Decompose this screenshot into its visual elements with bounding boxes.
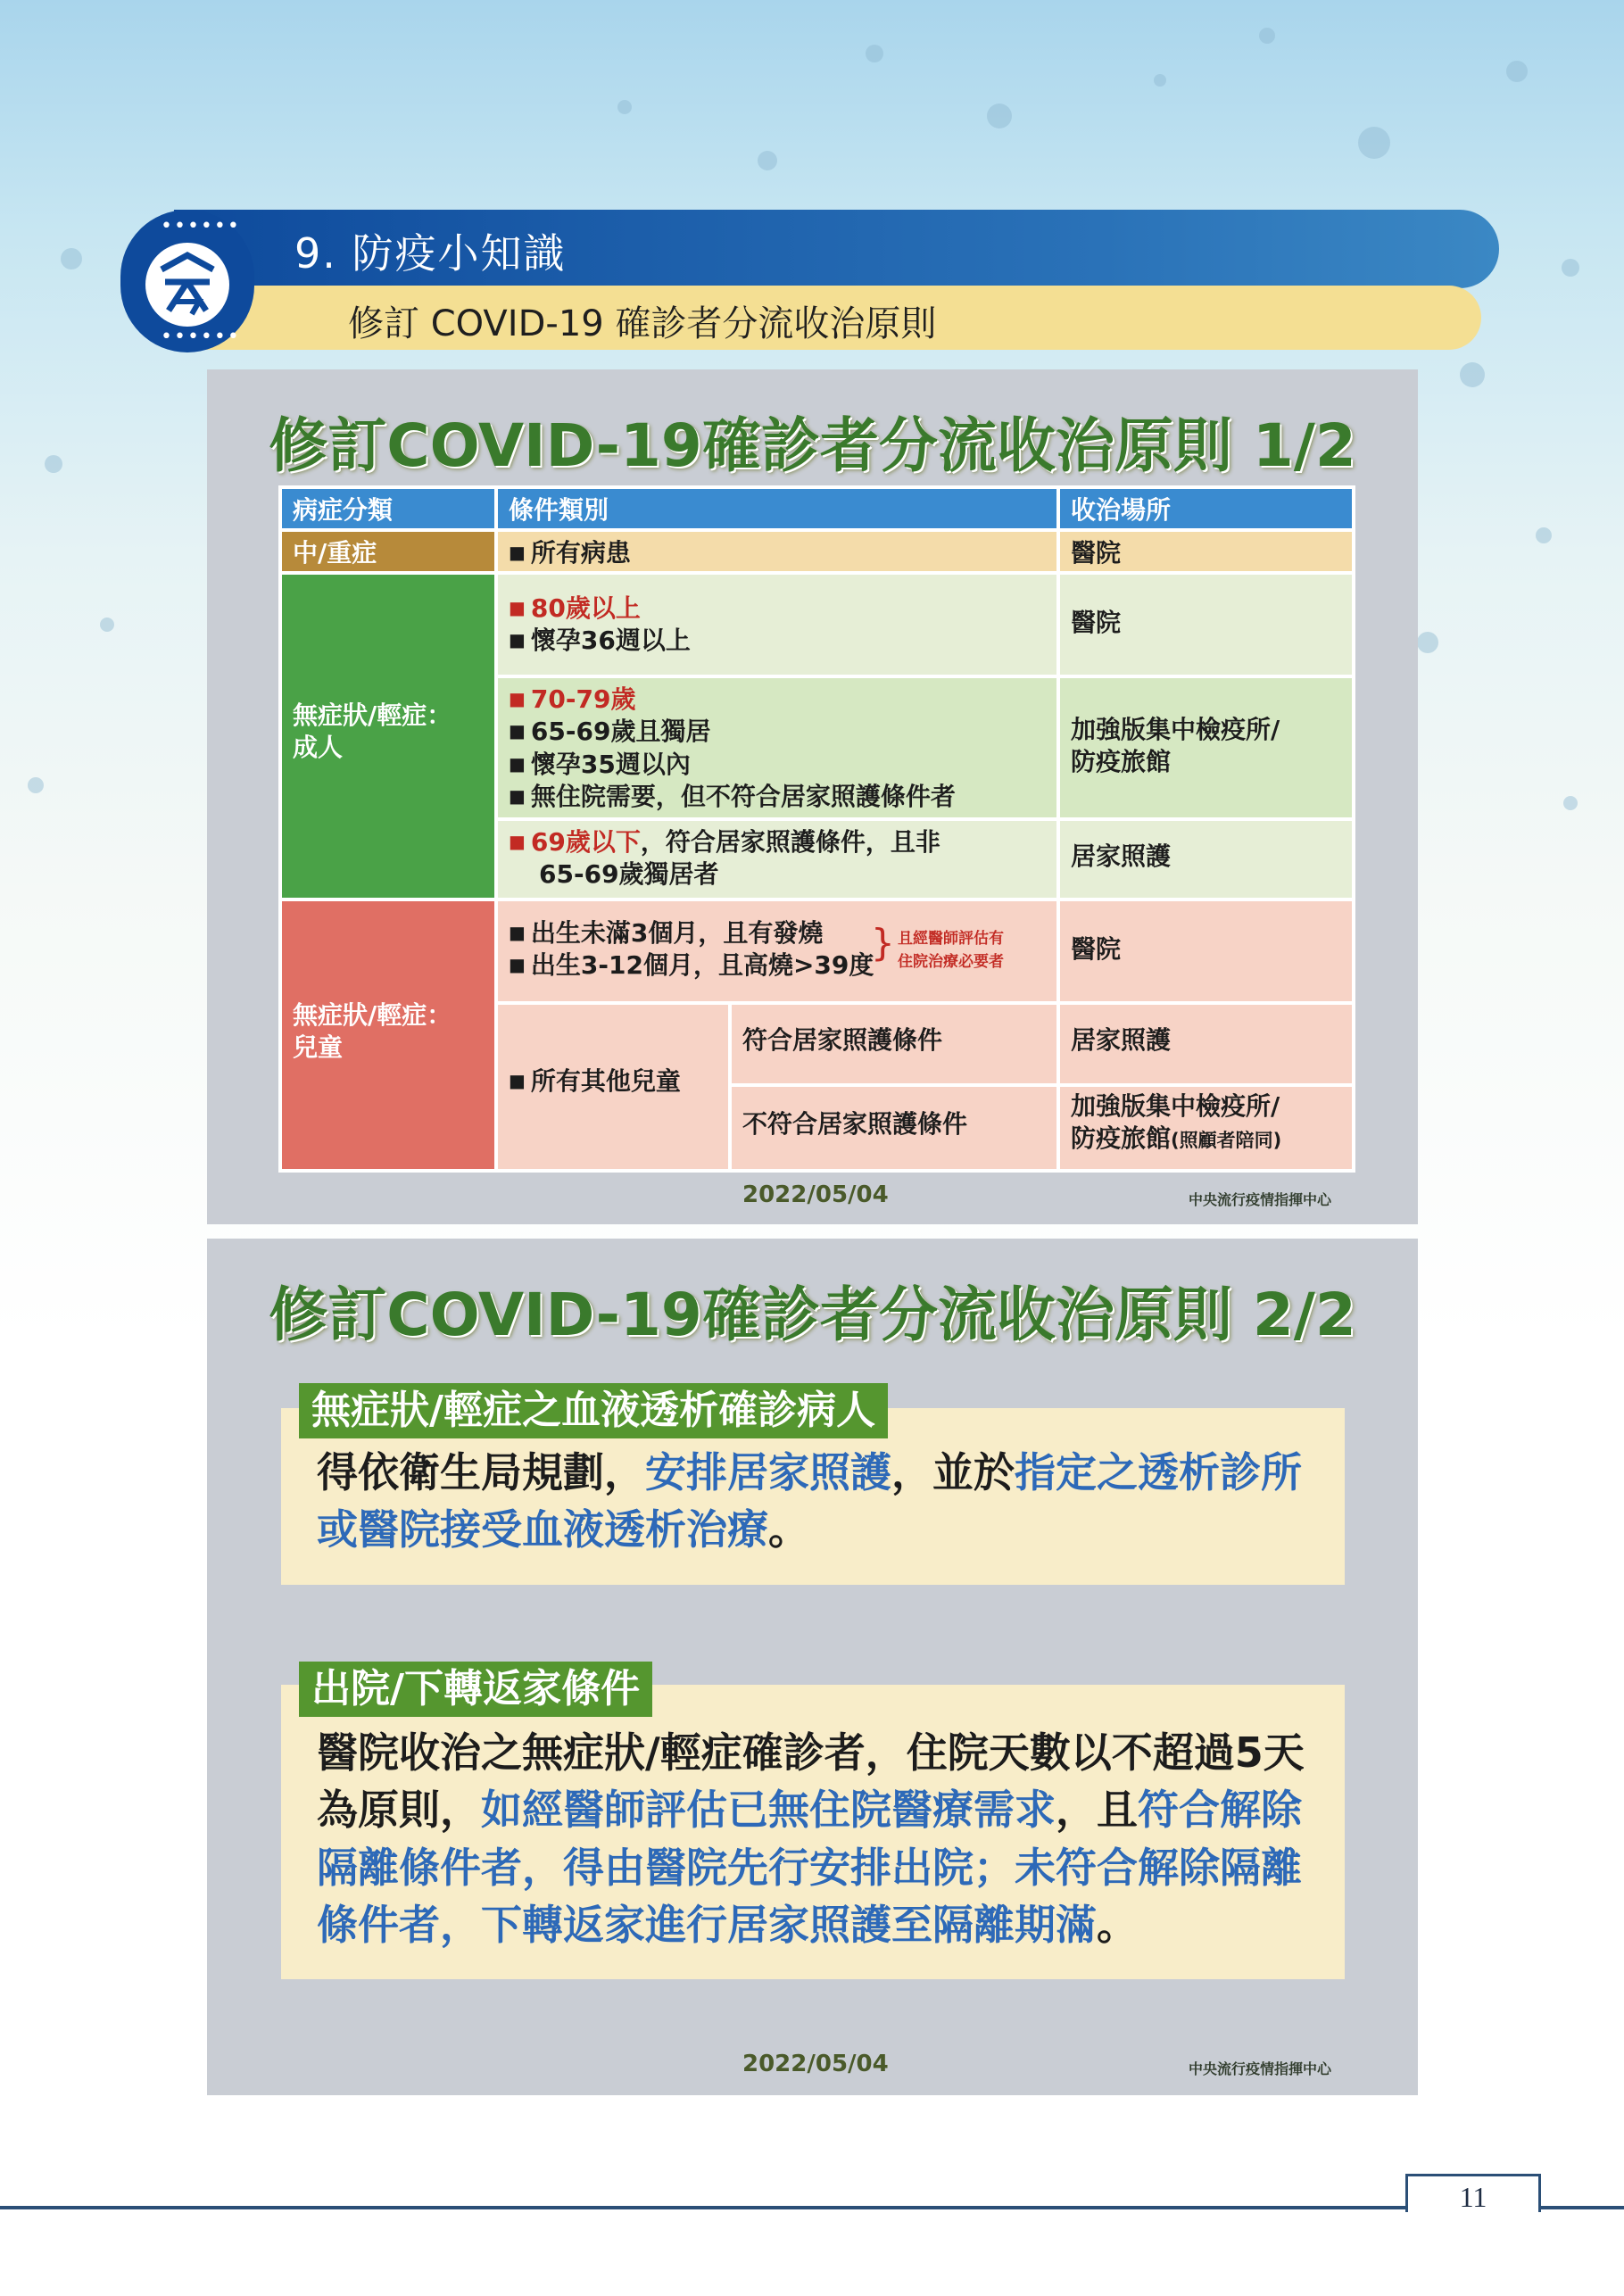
dialysis-box: 得依衛生局規劃，安排居家照護，並於指定之透析診所 或醫院接受血液透析治療。	[281, 1408, 1345, 1585]
discharge-tag: 出院/下轉返家條件	[299, 1662, 652, 1717]
badge-circle	[145, 243, 229, 327]
severe-condition: ■ 所有病患	[498, 532, 1056, 571]
child-homecare-place: 居家照護	[1060, 1005, 1352, 1083]
section-title: 9. 防疫小知識	[294, 229, 567, 278]
slide-1	[207, 369, 1418, 1224]
badge-dots-bottom: ••••••	[161, 326, 241, 348]
child-group-2-conditions: ■ 所有其他兒童	[498, 1005, 728, 1169]
header-category: 病症分類	[282, 489, 494, 528]
dialysis-tag: 無症狀/輕症之血液透析確診病人	[299, 1383, 888, 1438]
slide-1-agency: 中央流行疫情指揮中心	[1189, 1191, 1332, 1208]
slide-2	[207, 1239, 1418, 2095]
page-number: 11	[1405, 2174, 1541, 2212]
brace-icon: }	[871, 921, 895, 965]
slide-2-agency: 中央流行疫情指揮中心	[1189, 2060, 1332, 2077]
section-badge	[120, 210, 254, 352]
section-subtitle: 修訂 COVID-19 確診者分流收治原則	[348, 303, 937, 344]
adult-group-3-conditions: ■ 69歲以下，符合居家照護條件，且非 65-69歲獨居者	[498, 821, 1056, 898]
slide-2-date: 2022/05/04	[742, 2051, 889, 2077]
slide-1-title: 修訂COVID-19確診者分流收治原則 1/2	[269, 411, 1356, 480]
severe-place: 醫院	[1060, 532, 1352, 571]
child-homecare-condition: 符合居家照護條件	[732, 1005, 1056, 1083]
footer-rule	[0, 2206, 1624, 2209]
slide-1-date: 2022/05/04	[742, 1181, 889, 1208]
adult-group-3-place: 居家照護	[1060, 821, 1352, 898]
adult-group-2-conditions: ■ 70-79歲 ■ 65-69歲且獨居 ■ 懷孕35週以內 ■ 無住院需要，但不符合居家照護條件者	[498, 678, 1056, 817]
adult-category: 無症狀/輕症： 成人	[282, 575, 494, 898]
triage-table	[278, 485, 1355, 1173]
slide-2-title: 修訂COVID-19確診者分流收治原則 2/2	[269, 1281, 1356, 1349]
header-place: 收治場所	[1060, 489, 1352, 528]
discharge-box: 醫院收治之無症狀/輕症確診者，住院天數以不超過5天 為原則，如經醫師評估已無住院醫療需求，且符合解除 隔離條件者，得由醫院先行安排出院；未符合解除隔離 條件者，下轉返家進行居家照護至隔離期滿。	[281, 1685, 1345, 1979]
hospital-note: 且經醫師評估有 住院治療必要者	[898, 930, 1004, 971]
section-banner	[120, 210, 1499, 352]
adult-group-2-place: 加強版集中檢疫所/ 防疫旅館	[1060, 678, 1352, 817]
child-not-homecare-condition: 不符合居家照護條件	[732, 1087, 1056, 1169]
chapter-symbol-icon	[145, 243, 229, 327]
child-category: 無症狀/輕症： 兒童	[282, 901, 494, 1169]
child-group-1-place: 醫院	[1060, 901, 1352, 1001]
severe-category: 中/重症	[282, 532, 494, 571]
adult-group-1-conditions: ■ 80歲以上 ■ 懷孕36週以上	[498, 575, 1056, 675]
header-condition: 條件類別	[498, 489, 1056, 528]
badge-dots-top: ••••••	[161, 215, 241, 237]
adult-group-1-place: 醫院	[1060, 575, 1352, 675]
child-group-1-conditions: ■ 出生未滿3個月，且有發燒 ■ 出生3-12個月，且高燒>39度 } 且經醫師評估有 住院治療必要者	[498, 901, 1056, 1001]
child-not-homecare-place: 加強版集中檢疫所/ 防疫旅館(照顧者陪同)	[1060, 1087, 1352, 1169]
